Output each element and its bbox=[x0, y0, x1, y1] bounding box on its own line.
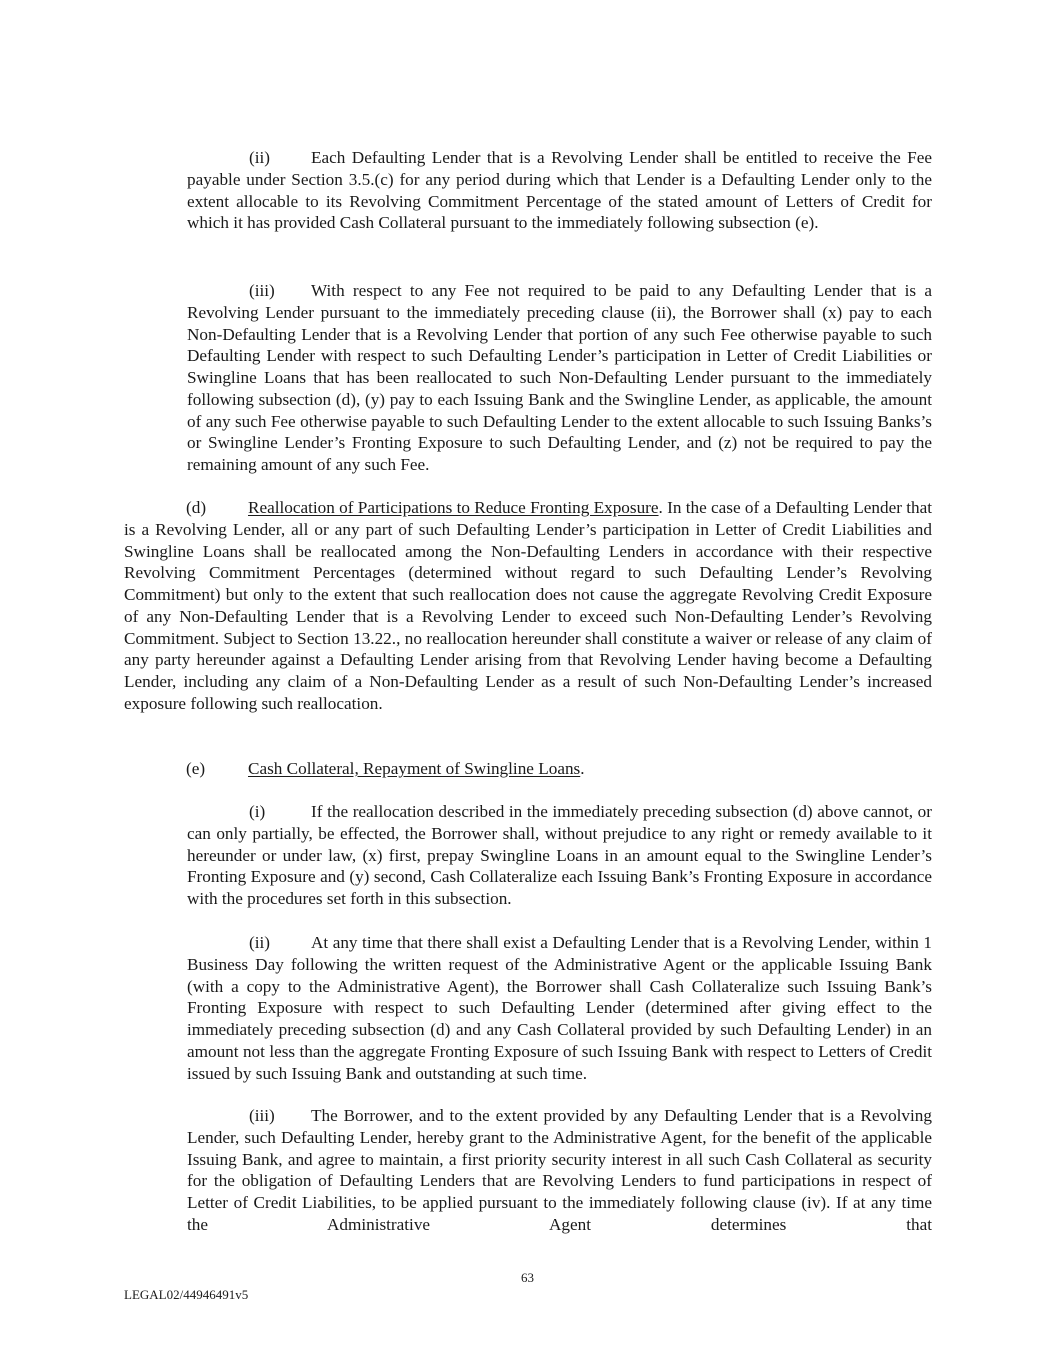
clause-text: The Borrower, and to the extent provided by any Defaulting Lender that is a Revolving Lender, such Defaulting Lender, hereby grant to the Administrative Agent, for the benefit of the applicable Issuing Bank, and agree to maintain, a first priority security interest in all such Cash Collateral as security for the obligation of Defaulting Lenders that are Revolving Lenders to fund participations in respect of Letter of Credit Liabilities, to be applied pursuant to the immediately following clause (iv). If at any time the Administrative Agent determines that bbox=[187, 1106, 932, 1234]
paragraph-e-i bbox=[187, 801, 932, 910]
heading-period: . bbox=[658, 498, 668, 517]
section-heading: Reallocation of Participations to Reduce Fronting Exposure bbox=[248, 498, 659, 517]
clause-label: (ii) bbox=[249, 148, 270, 167]
clause-text: Each Defaulting Lender that is a Revolving Lender shall be entitled to receive the Fee payable under Section 3.5.(c) for any period during which that Lender is a Defaulting Lender only to the extent allocable to its Revolving Commitment Percentage of the stated amount of Letters of Credit for which it has provided Cash Collateral pursuant to the immediately following subsection (e). bbox=[187, 148, 932, 233]
clause-label: (ii) bbox=[249, 933, 270, 952]
paragraph-d bbox=[124, 497, 932, 715]
section-label: (e) bbox=[186, 759, 206, 778]
section-label: (d) bbox=[186, 498, 207, 517]
heading-period: . bbox=[580, 759, 585, 778]
paragraph-c-iii bbox=[187, 280, 932, 476]
clause-text: With respect to any Fee not required to be paid to any Defaulting Lender that is a Revolving Lender pursuant to the immediately preceding clause (ii), the Borrower shall (x) pay to each Non-Defaulting Lender that is a Revolving Lender that portion of any such Fee otherwise payable to such Defaulting Lender with respect to such Defaulting Lender’s participation in Letter of Credit Liabilities or Swingline Loans that has been reallocated to such Non-Defaulting Lender pursuant to the immediately following subsection (d), (y) pay to each Issuing Bank and the Swingline Lender, as applicable, the amount of any such Fee otherwise payable to such Defaulting Lender to the extent allocable to such Issuing Banks’s or Swingline Lender’s Fronting Exposure to such Defaulting Lender, and (z) not be required to pay the remaining amount of any such Fee. bbox=[187, 281, 932, 474]
clause-label: (iii) bbox=[249, 281, 275, 300]
section-heading: Cash Collateral, Repayment of Swingline Loans bbox=[248, 759, 581, 778]
document-id: LEGAL02/44946491v5 bbox=[124, 1287, 249, 1302]
clause-label: (i) bbox=[249, 802, 266, 821]
clause-text: If the reallocation described in the immediately preceding subsection (d) above cannot, or can only partially, be effected, the Borrower shall, without prejudice to any right or remedy available to it hereunder or under law, (x) first, prepay Swingline Loans in an amount equal to the Swingline Lender’s Fronting Exposure and (y) second, Cash Collateralize each Issuing Bank’s Fronting Exposure in accordance with the procedures set forth in this subsection. bbox=[187, 802, 932, 908]
clause-text: At any time that there shall exist a Defaulting Lender that is a Revolving Lender, within 1 Business Day following the written request of the Administrative Agent or the applicable Issuing Bank (with a copy to the Administrative Agent), the Borrower shall Cash Collateralize such Issuing Bank’s Fronting Exposure with respect to such Defaulting Lender (determined after giving effect to the immediately preceding subsection (d) and any Cash Collateral provided by such Defaulting Lender) in an amount not less than the aggregate Fronting Exposure of such Issuing Bank with respect to Letters of Credit issued by such Issuing Bank and outstanding at such time. bbox=[187, 933, 932, 1083]
paragraph-c-ii bbox=[187, 147, 932, 234]
section-text: In the case of a Defaulting Lender that is a Revolving Lender, all or any part of such Defaulting Lender’s participation in Letter of Credit Liabilities and Swingline Loans shall be reallocated among the Non-Defaulting Lenders in accordance with their respective Revolving Commitment Percentages (determined without regard to such Defaulting Lender’s Revolving Commitment) but only to the extent that such reallocation does not cause the aggregate Revolving Credit Exposure of any Non-Defaulting Lender that is a Revolving Lender to exceed such Non-Defaulting Lender’s Revolving Commitment. Subject to Section 13.22., no reallocation hereunder shall constitute a waiver or release of any claim of any party hereunder against a Defaulting Lender arising from that Revolving Lender having become a Defaulting Lender, including any claim of a Non-Defaulting Lender as a result of such Non-Defaulting Lender’s increased exposure following such reallocation. bbox=[124, 498, 933, 713]
paragraph-e-ii bbox=[187, 932, 932, 1084]
paragraph-e-heading bbox=[124, 758, 932, 780]
paragraph-e-iii bbox=[187, 1105, 932, 1236]
clause-label: (iii) bbox=[249, 1106, 275, 1125]
page-number: 63 bbox=[521, 1270, 534, 1285]
